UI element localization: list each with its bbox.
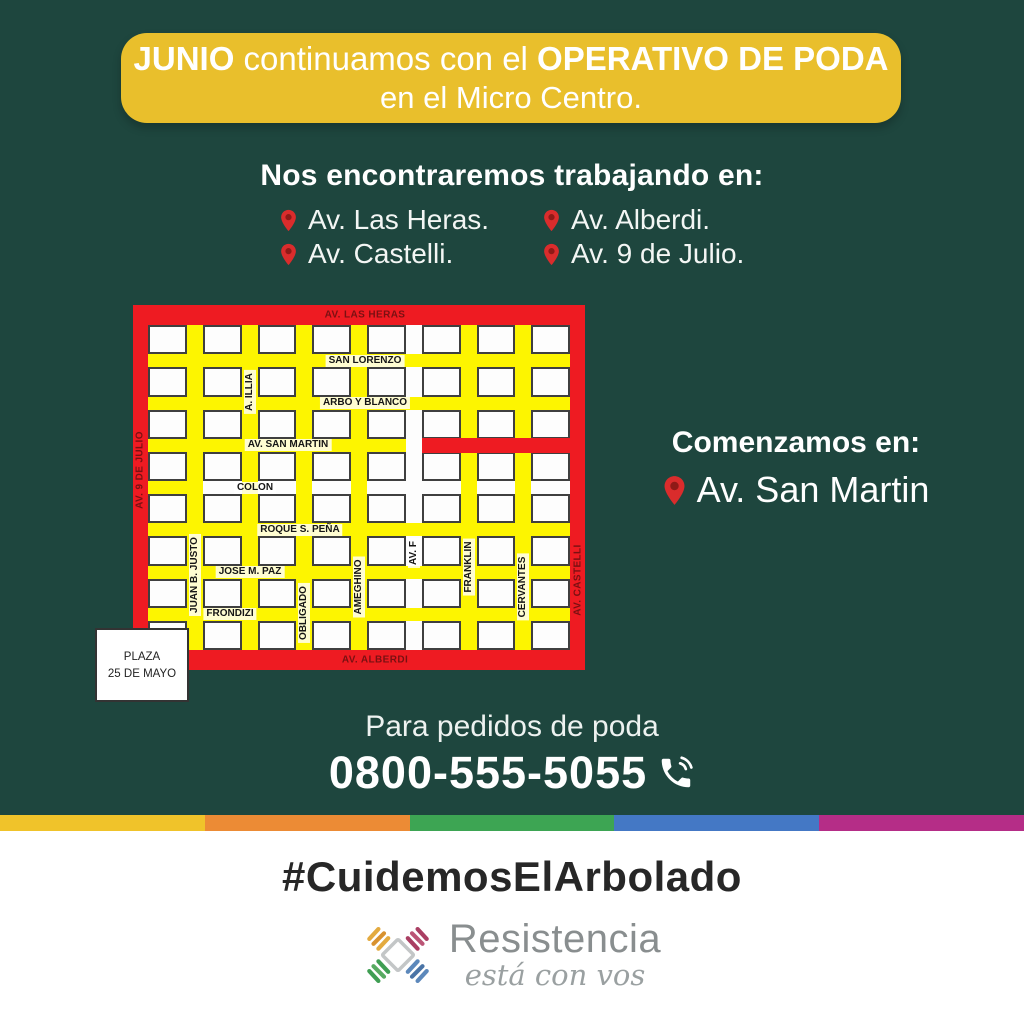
map-pin-icon (543, 243, 560, 266)
street-label: OBLIGADO (298, 583, 310, 643)
banner-operation: OPERATIVO DE PODA (537, 40, 889, 77)
banner-line2: en el Micro Centro. (380, 80, 642, 116)
location-label: Av. Alberdi. (571, 204, 711, 235)
list-item (543, 238, 806, 270)
street-segment (406, 410, 422, 439)
street-label-top: AV. LAS HERAS (324, 309, 406, 321)
street-label: SAN LORENZO (326, 355, 405, 367)
city-block (258, 452, 297, 481)
city-block (367, 325, 406, 354)
city-block (477, 410, 516, 439)
street-segment (422, 481, 461, 494)
city-block (203, 494, 242, 523)
city-block (312, 325, 351, 354)
city-block (367, 494, 406, 523)
street-label: ARBO Y BLANCO (320, 397, 410, 409)
plaza-label-line2: 25 DE MAYO (107, 667, 177, 680)
city-block (312, 494, 351, 523)
start-location-label: Av. San Martin (696, 469, 930, 510)
start-section (606, 426, 986, 511)
city-block (422, 621, 461, 650)
city-block (422, 536, 461, 565)
city-block (531, 410, 570, 439)
city-block (148, 494, 187, 523)
city-block (422, 410, 461, 439)
street-label: ROQUE S. PEÑA (257, 524, 342, 536)
city-block (148, 325, 187, 354)
contact-section (0, 710, 1024, 799)
street-label: AV. SAN MARTIN (245, 439, 332, 451)
street-segment (477, 481, 516, 494)
city-block (258, 494, 297, 523)
city-block (477, 452, 516, 481)
brand-name: Resistencia (448, 917, 662, 961)
city-block (203, 579, 242, 608)
city-block (477, 325, 516, 354)
city-block (477, 579, 516, 608)
city-block (148, 536, 187, 565)
street-label: JUAN B. JUSTO (189, 534, 201, 616)
stripe-segment (819, 815, 1024, 831)
location-label: Av. Castelli. (308, 238, 454, 269)
city-block (148, 410, 187, 439)
location-label: Av. Las Heras. (308, 204, 490, 235)
city-block (531, 579, 570, 608)
street-label: AMEGHINO (353, 557, 365, 618)
street-label-bottom: AV. ALBERDI (341, 654, 409, 666)
city-block (312, 410, 351, 439)
street-segment (406, 494, 422, 523)
map-pin-icon (663, 475, 686, 506)
list-item (280, 204, 543, 236)
city-block (531, 367, 570, 396)
city-block (531, 325, 570, 354)
map-interior (148, 325, 570, 650)
hashtag: #CuidemosElArbolado (282, 853, 742, 900)
contact-phone-row (0, 747, 1024, 799)
city-block (312, 367, 351, 396)
city-logo (0, 918, 1024, 992)
location-label: Av. 9 de Julio. (571, 238, 745, 269)
highlighted-street (422, 438, 585, 453)
banner-month: JUNIO (133, 40, 235, 77)
city-block (531, 452, 570, 481)
phone-number: 0800-555-5055 (328, 747, 648, 798)
street-segment (406, 439, 422, 452)
city-block (312, 621, 351, 650)
city-block (312, 452, 351, 481)
city-block (258, 621, 297, 650)
city-block (258, 410, 297, 439)
city-block (367, 579, 406, 608)
street-segment (406, 325, 422, 354)
stripe-segment (614, 815, 819, 831)
city-block (312, 579, 351, 608)
city-block (148, 452, 187, 481)
banner-mid-text: continuamos con el (234, 40, 538, 77)
street-segment (406, 481, 422, 494)
street-segment (367, 481, 406, 494)
color-stripe (0, 815, 1024, 831)
street-segment (406, 621, 422, 650)
street-segment (312, 481, 351, 494)
city-block (422, 325, 461, 354)
street-label-left: AV. 9 DE JULIO (134, 431, 146, 509)
city-block (477, 367, 516, 396)
city-block (203, 452, 242, 481)
resistencia-logo-icon (363, 920, 433, 990)
plaza-label-line1: PLAZA (123, 650, 161, 663)
city-block (148, 367, 187, 396)
street-label: FRANKLIN (463, 538, 475, 595)
map-pin-icon (280, 243, 297, 266)
start-location (606, 469, 986, 511)
city-block (531, 494, 570, 523)
map-pin-icon (543, 209, 560, 232)
contact-caption: Para pedidos de poda (365, 710, 659, 743)
street-segment (406, 579, 422, 608)
list-item (543, 204, 806, 236)
city-block (367, 452, 406, 481)
street-segment (531, 481, 570, 494)
city-block (422, 579, 461, 608)
city-block (258, 579, 297, 608)
street-label: A. ILLIA (244, 370, 256, 414)
street-label: AV. F (408, 538, 420, 568)
city-block (422, 367, 461, 396)
stripe-segment (205, 815, 410, 831)
city-block (312, 536, 351, 565)
banner-line1 (134, 38, 889, 79)
street-label: JOSE M. PAZ (216, 566, 285, 578)
phone-icon (657, 754, 695, 792)
map-pin-icon (280, 209, 297, 232)
city-block (203, 367, 242, 396)
city-block (422, 494, 461, 523)
city-block (258, 536, 297, 565)
city-block (367, 621, 406, 650)
city-block (258, 325, 297, 354)
brand-tagline: está con vos (464, 958, 646, 992)
city-block (367, 367, 406, 396)
list-item (280, 238, 543, 270)
city-block (367, 536, 406, 565)
city-block (531, 621, 570, 650)
city-block (148, 579, 187, 608)
city-block (258, 367, 297, 396)
city-block (531, 536, 570, 565)
start-heading: Comenzamos en: (671, 426, 921, 459)
stripe-segment (410, 815, 615, 831)
city-block (477, 536, 516, 565)
brand-text (449, 918, 661, 992)
street-segment (406, 367, 422, 396)
city-block (477, 494, 516, 523)
city-block (203, 410, 242, 439)
city-block (422, 452, 461, 481)
stripe-segment (0, 815, 205, 831)
street-map (133, 305, 585, 670)
city-block (367, 410, 406, 439)
city-block (203, 325, 242, 354)
city-block (203, 621, 242, 650)
city-block (203, 536, 242, 565)
street-segment (406, 452, 422, 481)
street-label: COLON (234, 482, 276, 494)
title-banner (121, 33, 901, 123)
city-block (477, 621, 516, 650)
street-label: CERVANTES (517, 554, 529, 621)
street-label-right: AV. CASTELLI (572, 544, 584, 616)
work-heading: Nos encontraremos trabajando en: (260, 159, 764, 192)
street-label: FRONDIZI (203, 608, 256, 620)
location-list (280, 204, 806, 270)
plaza-box (95, 628, 189, 702)
